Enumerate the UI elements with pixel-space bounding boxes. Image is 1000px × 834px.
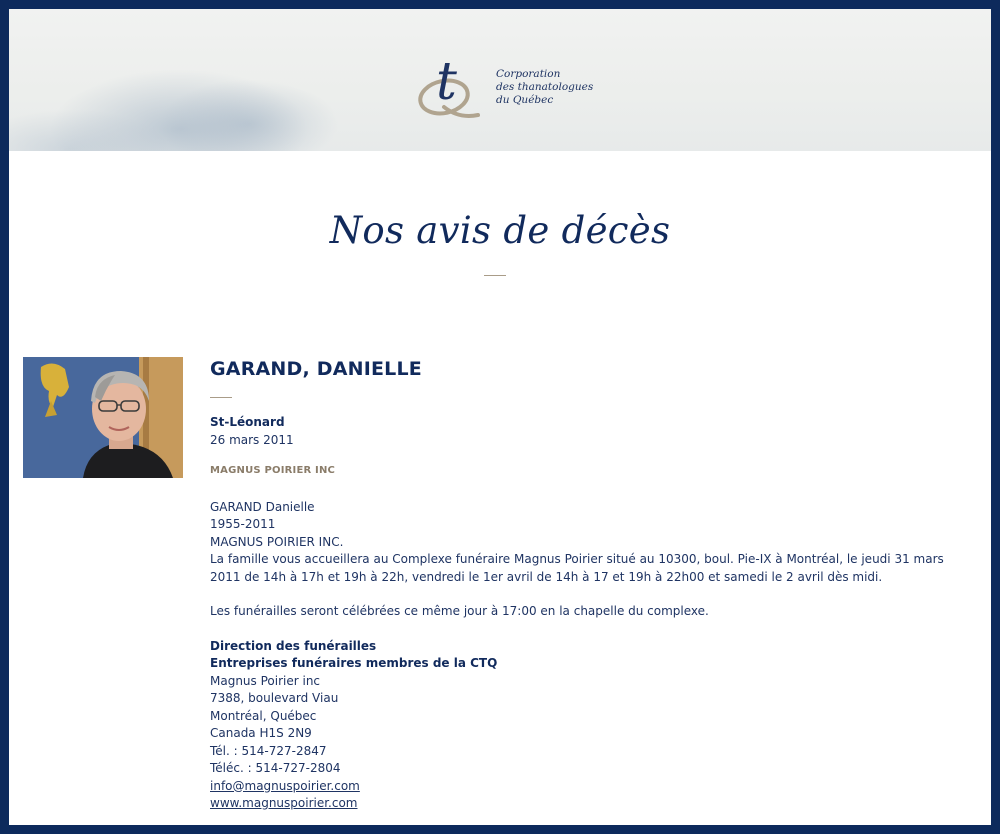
direction-heading: Direction des funérailles (210, 638, 377, 653)
site-logo-link[interactable] (414, 49, 594, 129)
notice-date: 26 mars 2011 (210, 432, 294, 447)
logo-text (496, 68, 593, 107)
body-line: GARAND Danielle (210, 499, 315, 514)
notice-city: St-Léonard (210, 415, 285, 429)
funeral-direction (210, 638, 970, 813)
body-line: MAGNUS POIRIER INC. (210, 534, 344, 549)
notice-content (210, 357, 970, 813)
direction-address: 7388, boulevard Viau (210, 691, 339, 705)
funeral-company-tag: MAGNUS POIRIER INC (210, 465, 336, 476)
title-divider (484, 275, 506, 276)
logo-line-2: des thanatologues (496, 81, 594, 93)
direction-city: Montréal, Québec (210, 708, 317, 723)
page-title: Nos avis de décès (329, 209, 671, 252)
portrait-image (23, 357, 183, 478)
deceased-photo (23, 357, 183, 478)
logo-line-3: du Québec (496, 94, 554, 106)
email-link[interactable]: info@magnuspoirier.com (210, 778, 360, 793)
notice-body (210, 499, 970, 587)
website-link[interactable]: www.magnuspoirier.com (210, 796, 358, 810)
body-line: La famille vous accueillera au Complexe funéraire Magnus Poirier situé au 10300, boul. Pie-IX à Montréal, le jeudi 31 mars 2011 de 14h à 17h et 19h à 22h, vendredi le 1er avril de 14h à 17 et 19h à 22h00 et samedi le 2 avril dès midi. (210, 552, 944, 584)
body-line: 1955-2011 (210, 517, 276, 531)
direction-phone: Tél. : 514-727-2847 (210, 743, 327, 758)
svg-text:t: t (436, 52, 457, 112)
logo-line-1: Corporation (496, 68, 561, 80)
page-frame (9, 9, 991, 825)
direction-subheading: Entreprises funéraires membres de la CTQ (210, 656, 498, 670)
name-divider (210, 397, 232, 398)
funeral-paragraph: Les funérailles seront célébrées ce même jour à 17:00 en la chapelle du complexe. (210, 604, 709, 618)
deceased-name: GARAND, DANIELLE (210, 358, 422, 380)
ctq-logo-icon (414, 49, 484, 127)
direction-company: Magnus Poirier inc (210, 673, 321, 688)
direction-fax: Téléc. : 514-727-2804 (210, 761, 341, 775)
direction-postal: Canada H1S 2N9 (210, 726, 312, 740)
site-header (9, 9, 991, 151)
